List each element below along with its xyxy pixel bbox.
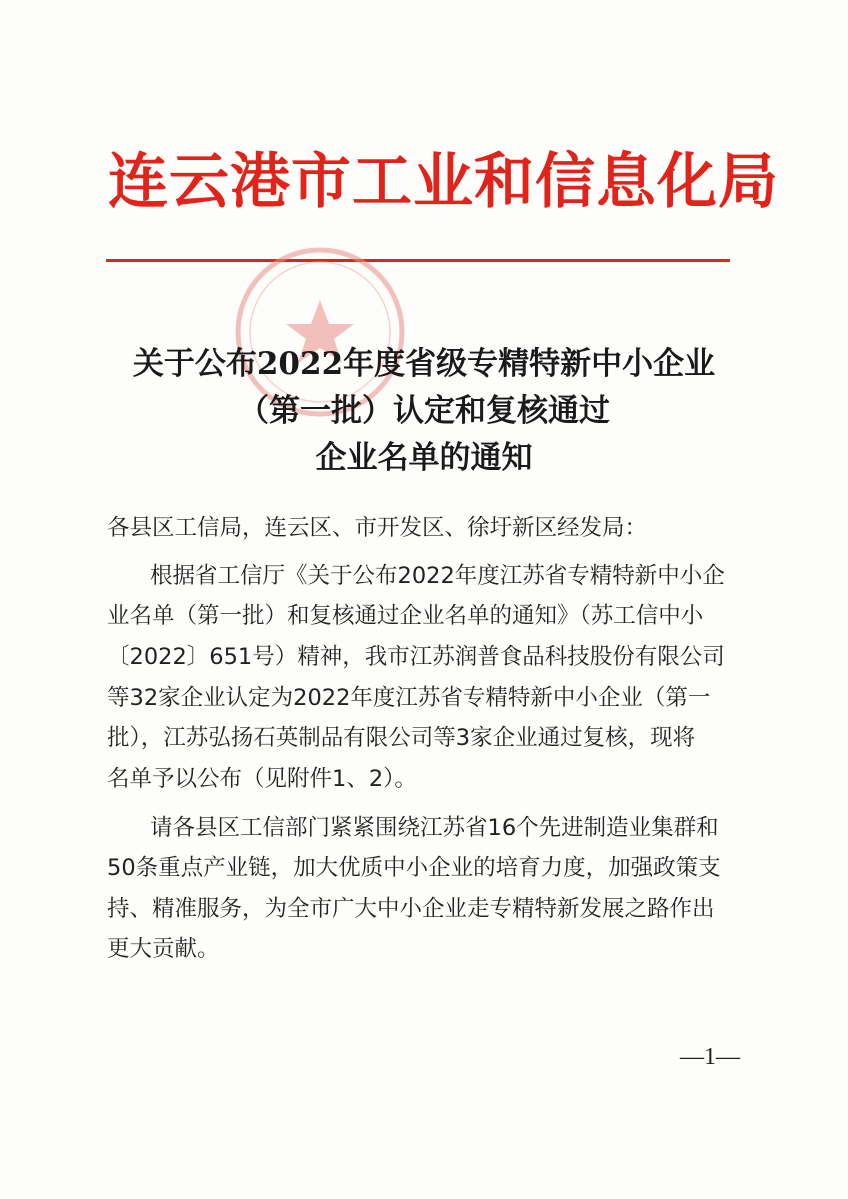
paragraph-1-line: 批），江苏弘扬石英制品有限公司等3家企业通过复核，现将: [107, 725, 696, 751]
paragraph-2-line: 更大贡献。: [107, 936, 220, 962]
paragraph-2-line: 持、精准服务，为全市广大中小企业走专精特新发展之路作出: [107, 896, 715, 922]
doc-title-line-1: 关于公布2022年度省级专精特新中小企业: [132, 346, 716, 382]
page-number: —1—: [680, 1044, 740, 1070]
header-red-rule: [106, 259, 730, 262]
paragraph-1-line: 等32家企业认定为2022年度江苏省专精特新中小企业（第一: [107, 685, 711, 711]
paragraph-1-line: 〔2022〕651号）精神，我市江苏润普食品科技股份有限公司: [107, 644, 725, 670]
org-header: 连云港市工业和信息化局: [108, 147, 779, 217]
doc-title-line-3: 企业名单的通知: [315, 440, 533, 476]
paragraph-1-line: 根据省工信厅《关于公布2022年度江苏省专精特新中小企: [150, 563, 725, 589]
paragraph-1-line: 业名单（第一批）和复核通过企业名单的通知》（苏工信中小: [107, 603, 704, 629]
doc-title-line-2: （第一批）认定和复核通过: [238, 393, 610, 429]
salutation: 各县区工信局，连云区、市开发区、徐圩新区经发局：: [107, 515, 648, 541]
paragraph-2-line: 请各县区工信部门紧紧围绕江苏省16个先进制造业集群和: [150, 815, 719, 841]
paragraph-1-line: 名单予以公布（见附件1、2）。: [107, 766, 417, 792]
paragraph-2-line: 50条重点产业链，加大优质中小企业的培育力度，加强政策支: [107, 855, 721, 881]
